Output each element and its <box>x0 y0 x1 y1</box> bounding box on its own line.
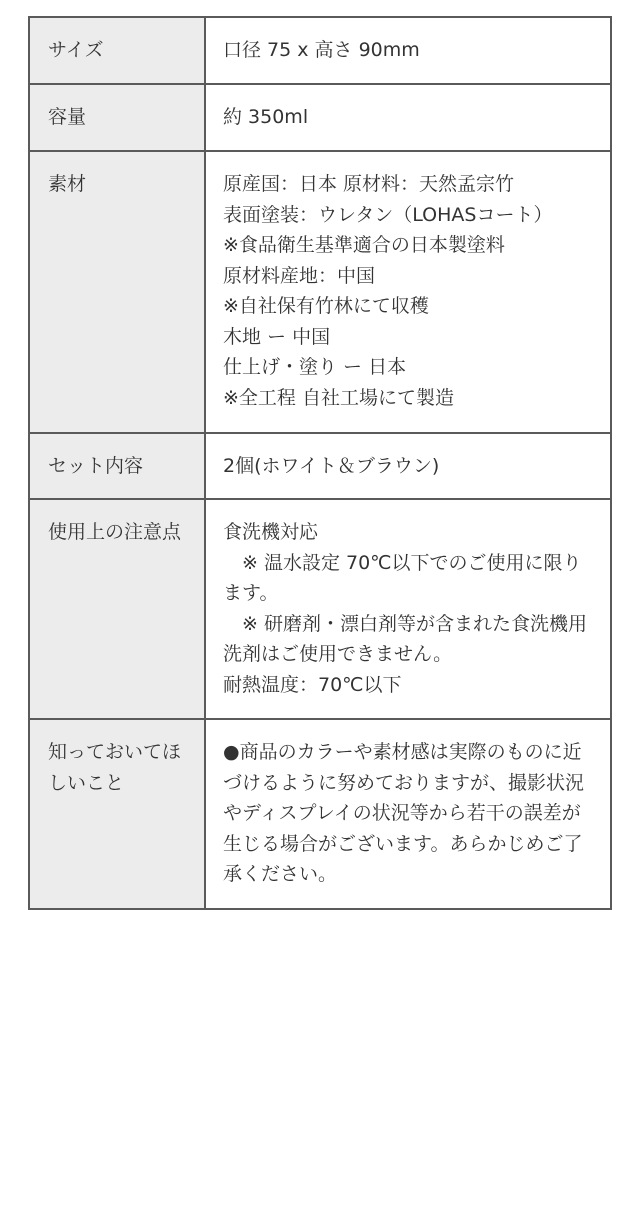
spec-label: 使用上の注意点 <box>29 499 205 719</box>
spec-row-usage-notes <box>29 499 611 719</box>
spec-value-line: ※全工程 自社工場にて製造 <box>223 386 454 409</box>
spec-label: 知っておいてほしいこと <box>29 719 205 909</box>
spec-value-line: ※食品衛生基準適合の日本製塗料 <box>223 234 505 256</box>
spec-value-line: 口径 75 x 高さ 90mm <box>223 39 420 61</box>
spec-value <box>205 433 611 499</box>
spec-value-line: 木地 ー 中国 <box>223 325 331 348</box>
spec-value-line: 仕上げ・塗り ー 日本 <box>223 356 407 378</box>
spec-value-line: 2個(ホワイト＆ブラウン) <box>223 455 440 477</box>
spec-label: 容量 <box>29 84 205 151</box>
spec-row-size <box>29 17 611 84</box>
spec-value-line: 表面塗装：ウレタン（LOHASコート） <box>223 203 553 226</box>
spec-value <box>205 84 611 151</box>
spec-value-line: 食洗機対応 <box>223 521 319 543</box>
spec-value <box>205 151 611 433</box>
spec-row-material <box>29 151 611 433</box>
spec-row-capacity <box>29 84 611 151</box>
spec-value-line: 約 350ml <box>223 106 309 128</box>
spec-row-notice <box>29 719 611 909</box>
spec-value-line: ※ 温水設定 70℃以下でのご使用に限ります。 <box>223 551 582 604</box>
spec-label: サイズ <box>29 17 205 84</box>
spec-label: セット内容 <box>29 433 205 499</box>
spec-value <box>205 17 611 84</box>
spec-value-line: ※ 研磨剤・漂白剤等が含まれた食洗機用洗剤はご使用できません。 <box>223 612 587 665</box>
spec-value-line: 原産国：日本 原材料：天然孟宗竹 <box>223 173 515 195</box>
spec-value <box>205 499 611 719</box>
spec-value <box>205 719 611 909</box>
spec-value-line: 原材料産地：中国 <box>223 264 376 287</box>
product-spec-table <box>28 16 612 910</box>
spec-value-line: ※自社保有竹林にて収穫 <box>223 295 429 317</box>
spec-value-line: ●商品のカラーや素材感は実際のものに近づけるように努めておりますが、撮影状況やディスプレイの状況等から若干の誤差が生じる場合がございます。あらかじめご了承ください。 <box>223 741 585 885</box>
spec-value-line: 耐熱温度：70℃以下 <box>223 673 402 696</box>
spec-row-set-contents <box>29 433 611 499</box>
spec-label: 素材 <box>29 151 205 433</box>
